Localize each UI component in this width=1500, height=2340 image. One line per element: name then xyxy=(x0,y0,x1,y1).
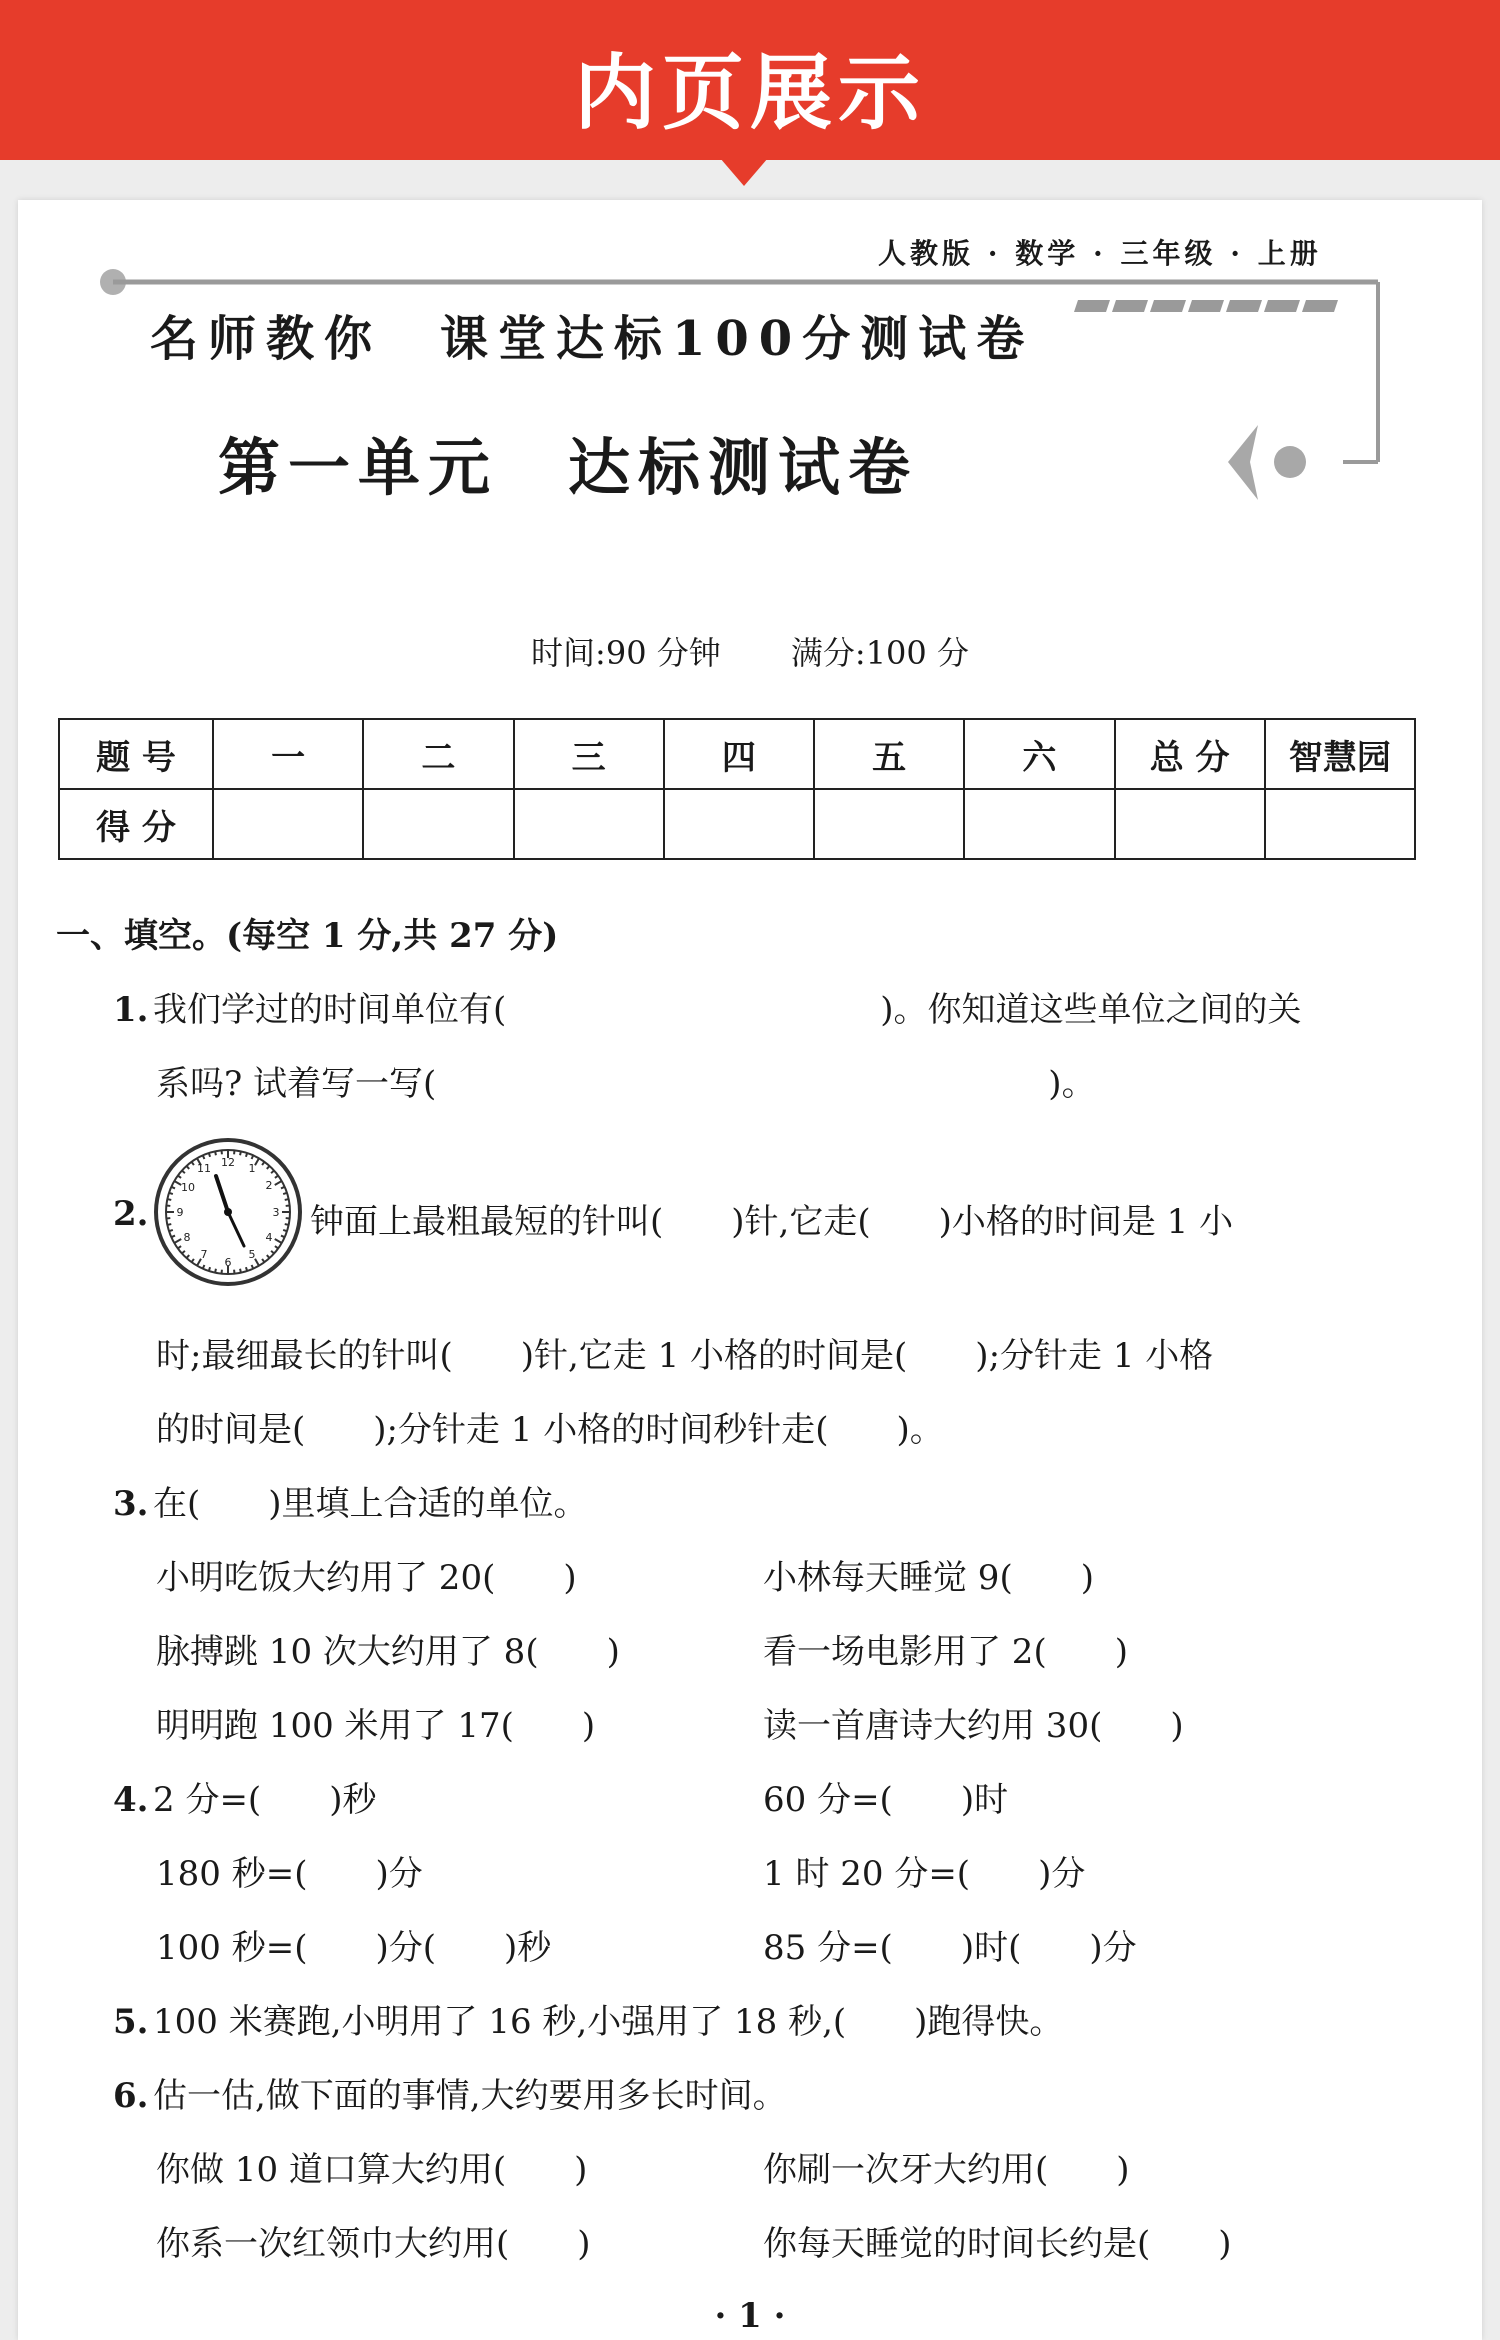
answer-item: 1 时 20 分=( )分 xyxy=(763,1846,1085,1895)
svg-text:7: 7 xyxy=(201,1248,208,1261)
score-entry-cell[interactable] xyxy=(814,789,964,859)
score-table-cell: 一 xyxy=(213,719,363,789)
clock-tick xyxy=(285,1224,289,1225)
question-number: 5. xyxy=(113,2002,153,2042)
clock-tick xyxy=(187,1255,190,1258)
time-score-line xyxy=(18,628,1482,674)
svg-text:9: 9 xyxy=(177,1206,184,1219)
clock-tick xyxy=(271,1171,274,1174)
svg-text:4: 4 xyxy=(266,1231,273,1244)
banner xyxy=(0,0,1500,160)
clock-tick xyxy=(275,1239,282,1243)
score-entry-cell[interactable] xyxy=(1265,789,1415,859)
question-number: 4. xyxy=(113,1780,153,1820)
score-table-cell: 二 xyxy=(363,719,513,789)
edition-label: 人教版 · 数学 · 三年级 · 上册 xyxy=(878,232,1322,272)
clock-tick xyxy=(255,1158,259,1165)
clock-tick xyxy=(275,1176,278,1178)
score-table-cell: 六 xyxy=(964,719,1114,789)
exam-paper xyxy=(18,200,1482,2340)
svg-text:2: 2 xyxy=(266,1179,273,1192)
clock-tick xyxy=(178,1246,181,1248)
clock-tick xyxy=(262,1259,264,1262)
score-table-header-row xyxy=(59,719,1415,789)
question-2-line-3: 的时间是( );分针走 1 小格的时间秒针走( )。 xyxy=(156,1402,944,1451)
question-1-line-1 xyxy=(113,982,1302,1031)
score-table-score-row xyxy=(59,789,1415,859)
answer-item: 读一首唐诗大约用 30( ) xyxy=(763,1698,1184,1747)
answer-item: 你每天睡觉的时间长约是( ) xyxy=(763,2216,1232,2265)
question-2-number xyxy=(113,1194,153,1234)
question-text: 在( )里填上合适的单位。 xyxy=(153,1484,588,1524)
score-table-cell: 题 号 xyxy=(59,719,213,789)
clock-tick xyxy=(275,1246,278,1248)
clock-tick xyxy=(174,1239,181,1243)
score-table-cell: 五 xyxy=(814,719,964,789)
clock-tick xyxy=(283,1230,287,1231)
score-table-cell: 四 xyxy=(664,719,814,789)
clock-tick xyxy=(252,1155,254,1159)
clock-tick xyxy=(262,1162,264,1165)
svg-text:6: 6 xyxy=(225,1256,232,1269)
page-number: · 1 · xyxy=(18,2296,1482,2336)
score-table-cell: 智慧园 xyxy=(1265,719,1415,789)
svg-text:10: 10 xyxy=(181,1181,195,1194)
clock-tick xyxy=(182,1251,185,1254)
question-text: 我们学过的时间单位有( )。你知道这些单位之间的关 xyxy=(153,990,1302,1030)
clock-tick xyxy=(240,1151,241,1155)
score-entry-cell[interactable] xyxy=(664,789,814,859)
answer-item: 你刷一次牙大约用( ) xyxy=(763,2142,1130,2191)
clock-tick xyxy=(255,1259,259,1266)
clock-tick xyxy=(167,1199,171,1200)
clock-tick xyxy=(281,1187,285,1189)
clock-tick xyxy=(171,1236,175,1238)
score-entry-cell[interactable] xyxy=(514,789,664,859)
question-number: 3. xyxy=(113,1484,153,1524)
clock-tick xyxy=(246,1267,247,1271)
svg-text:12: 12 xyxy=(221,1156,235,1169)
clock-tick xyxy=(267,1166,270,1169)
answer-item: 你系一次红领巾大约用( ) xyxy=(156,2216,591,2265)
banner-title: 内页展示 xyxy=(0,28,1500,145)
clock-tick xyxy=(271,1251,274,1254)
answer-item: 你做 10 道口算大约用( ) xyxy=(156,2142,587,2191)
score-entry-cell[interactable] xyxy=(1115,789,1265,859)
answer-item: 脉搏跳 10 次大约用了 8( ) xyxy=(156,1624,620,1673)
clock-tick xyxy=(203,1155,205,1159)
banner-notch xyxy=(720,158,768,186)
clock-tick xyxy=(246,1153,247,1157)
clock-tick xyxy=(192,1162,194,1165)
answer-item: 小林每天睡觉 9( ) xyxy=(763,1550,1094,1599)
series-title: 名师教你 课堂达标100分测试卷 xyxy=(150,300,1034,369)
clock-tick xyxy=(209,1153,210,1157)
question-5 xyxy=(113,1994,1063,2043)
question-number: 1. xyxy=(113,990,153,1030)
answer-item: 180 秒=( )分 xyxy=(156,1846,423,1895)
svg-text:11: 11 xyxy=(197,1162,211,1175)
question-text: 100 米赛跑,小明用了 16 秒,小强用了 18 秒,( )跑得快。 xyxy=(153,2002,1063,2042)
clock-tick xyxy=(281,1236,285,1238)
score-entry-cell[interactable] xyxy=(213,789,363,859)
score-entry-cell[interactable] xyxy=(964,789,1114,859)
answer-item: 100 秒=( )分( )秒 xyxy=(156,1920,551,1969)
svg-text:1: 1 xyxy=(249,1162,256,1175)
clock-tick xyxy=(285,1199,289,1200)
unit-title: 第一单元 达标测试卷 xyxy=(18,418,1118,507)
score-table-cell: 总 分 xyxy=(1115,719,1265,789)
clock-tick xyxy=(167,1224,171,1225)
clock-tick xyxy=(275,1181,282,1185)
answer-item: 2 分=( )秒 xyxy=(153,1780,376,1820)
question-3-title xyxy=(113,1476,588,1525)
clock-tick xyxy=(171,1187,175,1189)
time-limit: 时间:90 分钟 xyxy=(531,628,721,674)
score-table xyxy=(58,718,1416,860)
question-text: 估一估,做下面的事情,大约要用多长时间。 xyxy=(153,2076,787,2116)
score-entry-cell[interactable] xyxy=(363,789,513,859)
clock-tick xyxy=(240,1269,241,1273)
question-number: 2. xyxy=(113,1194,153,1234)
clock-tick xyxy=(169,1230,173,1231)
answer-item: 明明跑 100 米用了 17( ) xyxy=(156,1698,595,1747)
full-score: 满分:100 分 xyxy=(791,628,969,674)
clock-tick xyxy=(215,1269,216,1273)
svg-text:3: 3 xyxy=(273,1206,280,1219)
question-2-line-1: 钟面上最粗最短的针叫( )针,它走( )小格的时间是 1 小 xyxy=(310,1194,1233,1243)
clock-tick xyxy=(209,1267,210,1271)
answer-item: 小明吃饭大约用了 20( ) xyxy=(156,1558,577,1598)
question-4-row-1 xyxy=(113,1772,376,1821)
clock-tick xyxy=(267,1255,270,1258)
question-1-line-2: 系吗? 试着写一写( )。 xyxy=(156,1056,1096,1105)
answer-item: 60 分=( )时 xyxy=(763,1772,1008,1821)
clock-tick xyxy=(169,1193,173,1194)
question-number: 6. xyxy=(113,2076,153,2116)
svg-text:5: 5 xyxy=(249,1248,256,1261)
clock-tick xyxy=(283,1193,287,1194)
section-title: 一、填空。(每空 1 分,共 27 分) xyxy=(56,908,558,957)
score-table-cell: 三 xyxy=(514,719,664,789)
question-2-line-2: 时;最细最长的针叫( )针,它走 1 小格的时间是( );分针走 1 小格 xyxy=(156,1328,1213,1377)
clock-tick xyxy=(187,1166,190,1169)
question-6-title xyxy=(113,2068,787,2117)
answer-item: 看一场电影用了 2( ) xyxy=(763,1624,1128,1673)
clock-icon xyxy=(152,1136,304,1288)
score-table-cell: 得 分 xyxy=(59,789,213,859)
clock-tick xyxy=(178,1176,181,1178)
clock-tick xyxy=(182,1171,185,1174)
clock-tick xyxy=(215,1151,216,1155)
clock-tick xyxy=(203,1265,205,1269)
question-3-row xyxy=(156,1550,577,1599)
svg-text:8: 8 xyxy=(184,1231,191,1244)
clock-tick xyxy=(252,1265,254,1269)
clock-tick xyxy=(192,1259,194,1262)
answer-item: 85 分=( )时( )分 xyxy=(763,1920,1137,1969)
